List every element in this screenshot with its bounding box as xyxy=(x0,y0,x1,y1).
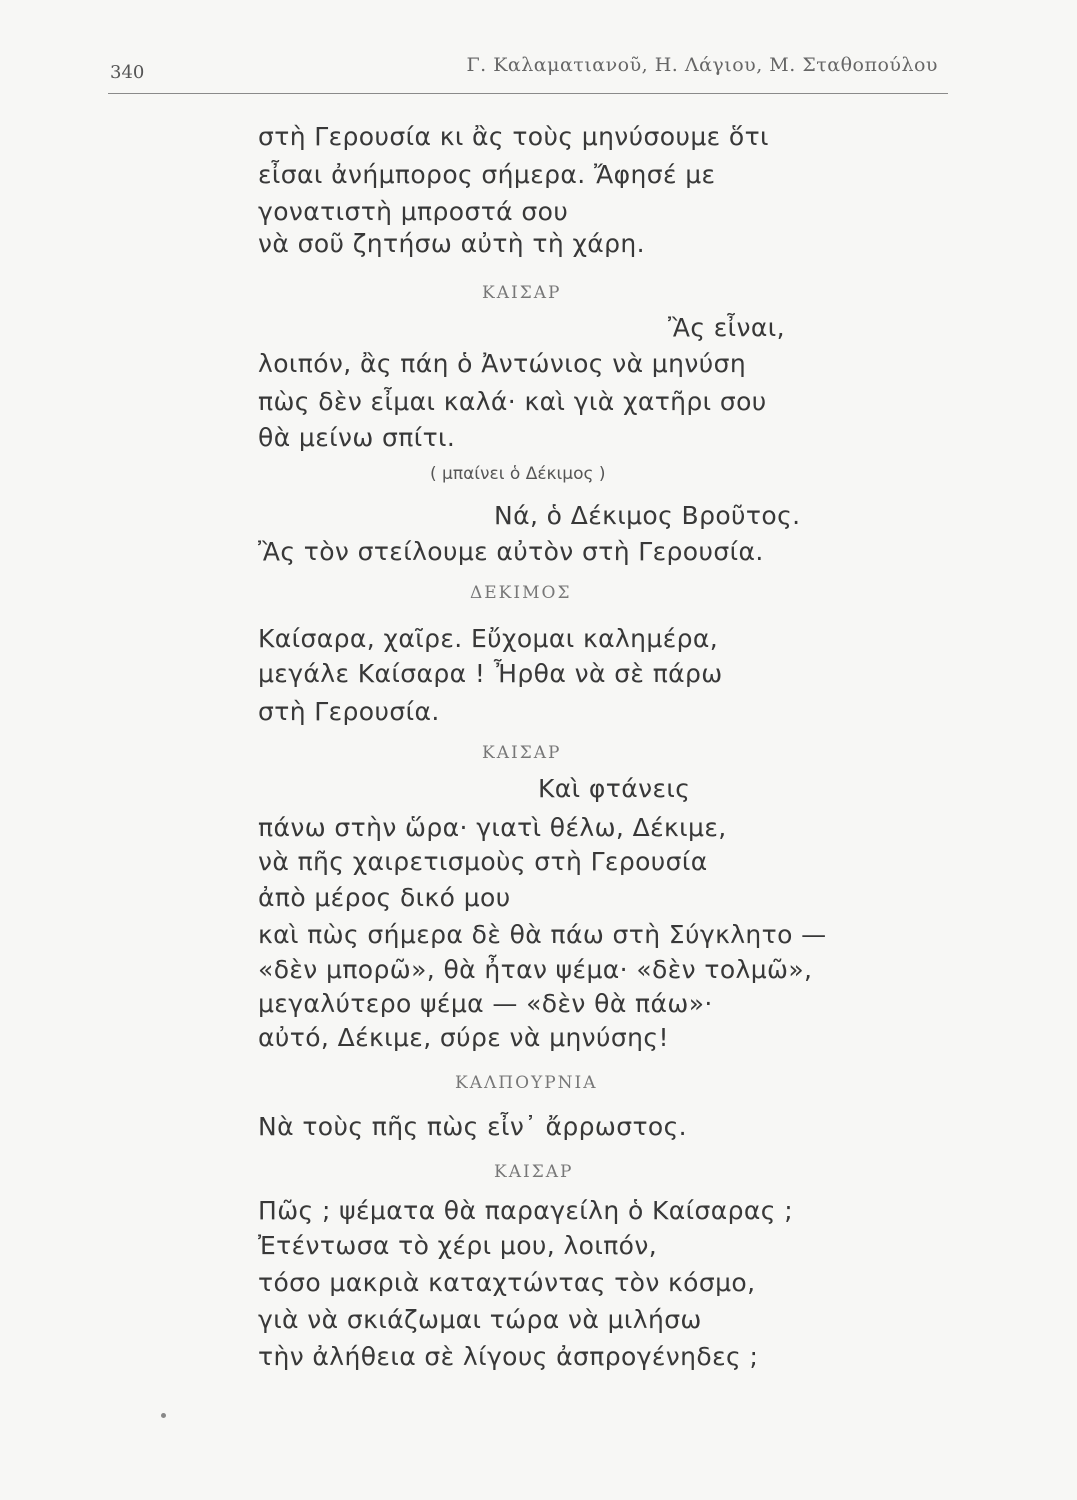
verse-line: αὐτό, Δέκιμε, σύρε νὰ μηνύσης! xyxy=(258,1023,669,1052)
verse-line: γονατιστὴ μπροστά σου xyxy=(258,197,569,226)
verse-line: νὰ πῆς χαιρετισμοὺς στὴ Γερουσία xyxy=(258,847,708,876)
speaker-name: ΚΑΙΣΑΡ xyxy=(494,1162,574,1182)
verse-line: Ἂς τὸν στείλουμε αὐτὸν στὴ Γερουσία. xyxy=(258,537,764,566)
verse-line: Καίσαρα, χαῖρε. Εὔχομαι καλημέρα, xyxy=(258,624,719,653)
verse-line: νὰ σοῦ ζητήσω αὐτὴ τὴ χάρη. xyxy=(258,229,646,258)
verse-line: «δὲν μπορῶ», θὰ ἦταν ψέμα· «δὲν τολμῶ», xyxy=(258,955,813,984)
header-rule xyxy=(108,93,948,94)
verse-line: Νά, ὁ Δέκιμος Βροῦτος. xyxy=(494,501,801,530)
verse-line: στὴ Γερουσία. xyxy=(258,697,440,726)
ink-speck xyxy=(161,1413,166,1418)
verse-line: πὼς δὲν εἶμαι καλά· καὶ γιὰ χατῆρι σου xyxy=(258,387,767,416)
verse-line: μεγαλύτερο ψέμα — «δὲν θὰ πάω»· xyxy=(258,989,713,1018)
page-header xyxy=(108,48,948,88)
verse-line: λοιπόν, ἂς πάη ὁ Ἀντώνιος νὰ μηνύση xyxy=(258,349,747,378)
speaker-name: ΚΑΛΠΟΥΡΝΙΑ xyxy=(455,1073,598,1093)
verse-line: στὴ Γερουσία κι ἂς τοὺς μηνύσουμε ὅτι xyxy=(258,122,769,151)
verse-line: τόσο μακριὰ καταχτώντας τὸν κόσμο, xyxy=(258,1268,756,1297)
verse-line: Νὰ τοὺς πῆς πὼς εἶν᾿ ἄρρωστος. xyxy=(258,1112,688,1141)
verse-line: Καὶ φτάνεις xyxy=(538,774,691,803)
running-title: Γ. Καλαματιανοῦ, Η. Λάγιου, Μ. Σταθοπούλου xyxy=(466,54,938,76)
verse-line: πάνω στὴν ὥρα· γιατὶ θέλω, Δέκιμε, xyxy=(258,813,727,842)
verse-line: Ἂς εἶναι, xyxy=(668,313,785,342)
speaker-name: ΔΕΚΙΜΟΣ xyxy=(470,583,572,603)
verse-line: Πῶς ; ψέματα θὰ παραγείλη ὁ Καίσαρας ; xyxy=(258,1196,794,1225)
speaker-name: ΚΑΙΣΑΡ xyxy=(482,283,562,303)
speaker-name: ΚΑΙΣΑΡ xyxy=(482,743,562,763)
stage-direction: ( μπαίνει ὁ Δέκιμος ) xyxy=(430,464,606,484)
verse-line: τὴν ἀλήθεια σὲ λίγους ἀσπρογένηδες ; xyxy=(258,1342,759,1371)
verse-line: εἶσαι ἀνήμπορος σήμερα. Ἄφησέ με xyxy=(258,160,716,189)
verse-line: καὶ πὼς σήμερα δὲ θὰ πάω στὴ Σύγκλητο — xyxy=(258,920,827,949)
verse-line: ἀπὸ μέρος δικό μου xyxy=(258,883,511,912)
verse-line: Ἐτέντωσα τὸ χέρι μου, λοιπόν, xyxy=(258,1231,658,1260)
verse-line: γιὰ νὰ σκιάζωμαι τώρα νὰ μιλήσω xyxy=(258,1305,702,1334)
page-number: 340 xyxy=(110,62,145,83)
verse-line: θὰ μείνω σπίτι. xyxy=(258,423,456,452)
verse-line: μεγάλε Καίσαρα ! Ἦρθα νὰ σὲ πάρω xyxy=(258,659,723,688)
